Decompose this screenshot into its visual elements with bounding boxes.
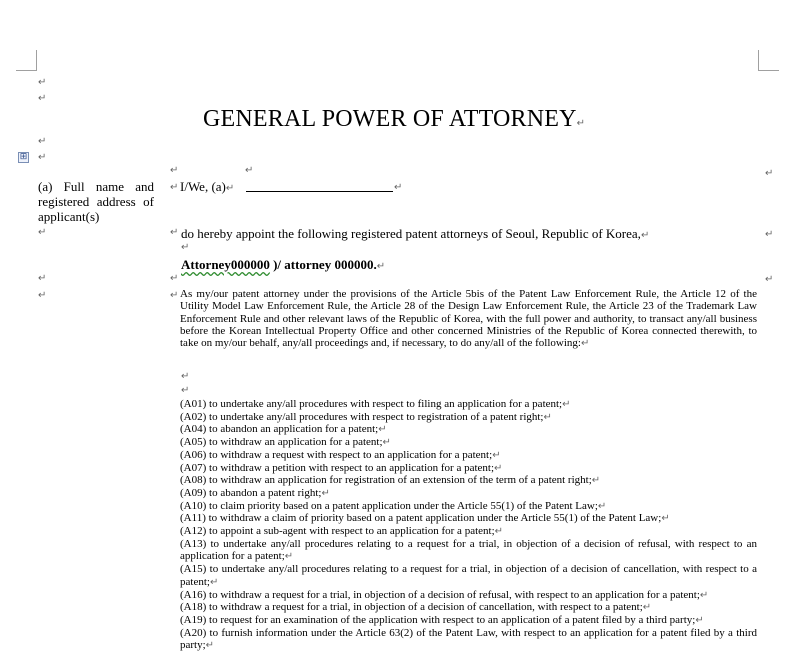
list-item: (A10) to claim priority based on a patent application under the Article 55(1) of the Patent Law;↵ <box>180 499 607 512</box>
list-item: (A04) to abandon an application for a patent;↵ <box>180 423 387 436</box>
cell-mark: ↵ <box>170 182 179 193</box>
cell-mark: ↵ <box>170 227 179 238</box>
paragraph-mark: ↵ <box>38 152 47 163</box>
document-title[interactable] <box>203 106 585 133</box>
paragraph-mark: ↵ <box>181 371 190 382</box>
paragraph-mark: ↵ <box>394 182 403 193</box>
paragraph-mark: ↵ <box>181 385 190 396</box>
row-end-mark: ↵ <box>765 229 774 240</box>
attorney-name-underlined: Attorney000000 <box>181 257 270 272</box>
list-item: (A11) to withdraw a claim of priority based on a patent application under the Article 55(1) of the Patent Law;↵ <box>180 512 670 525</box>
cell-mark: ↵ <box>170 290 179 301</box>
list-item: (A12) to appoint a sub-agent with respect to an application for a patent;↵ <box>180 525 504 538</box>
paragraph-mark: ↵ <box>38 77 47 88</box>
cell-mark: ↵ <box>38 227 47 238</box>
cell-mark: ↵ <box>38 290 47 301</box>
row-end-mark: ↵ <box>765 274 774 285</box>
title-text: GENERAL POWER OF ATTORNEY <box>203 106 577 132</box>
cell-mark: ↵ <box>170 273 179 284</box>
list-item: (A01) to undertake any/all procedures with respect to filing an application for a patent;↵ <box>180 398 571 410</box>
attorney-line: Attorney000000 )/ attorney 000000.↵ <box>181 257 386 272</box>
list-item: (A05) to withdraw an application for a patent;↵ <box>180 436 391 449</box>
applicant-label: (a) Full name and registered address of applicant(s) <box>38 179 154 224</box>
paragraph-mark: ↵ <box>576 118 586 129</box>
applicant-name-field[interactable] <box>246 191 393 192</box>
list-item: (A16) to withdraw a request for a trial, in objection of a decision of refusal, with respect to an application for a patent;↵ <box>180 588 709 601</box>
list-item: (A19) to request for an examination of the application with respect to an application of a patent filed by a third party;↵ <box>180 613 704 626</box>
list-item: (A09) to abandon a patent right;↵ <box>180 486 330 499</box>
list-item: (A20) to furnish information under the Article 63(2) of the Patent Law, with respect to an application for a patent filed by a third party;↵ <box>180 626 757 652</box>
cell-mark: ↵ <box>245 165 254 176</box>
paragraph-mark: ↵ <box>38 93 47 104</box>
list-item: (A07) to withdraw a petition with respect to an application for a patent;↵ <box>180 461 503 474</box>
cell-mark: ↵ <box>38 273 47 284</box>
table-move-handle-icon[interactable]: ⊞ <box>19 152 28 162</box>
list-item: (A06) to withdraw a request with respect to an application for a patent;↵ <box>180 448 501 461</box>
applicant-field-prefix: I/We, (a)↵ <box>180 179 235 194</box>
attorney-name-rest: )/ attorney 000000. <box>269 257 377 272</box>
page-corner-mark-top-right <box>758 50 779 71</box>
list-item: (A08) to withdraw an application for registration of an extension of the term of a patent right;↵ <box>180 474 601 487</box>
list-item: (A02) to undertake any/all procedures with respect to registration of a patent right;↵ <box>180 410 552 423</box>
cell-mark: ↵ <box>170 165 179 176</box>
list-item: (A13) to undertake any/all procedures relating to a request for a trial, in objection of a decision of refusal, with respect to an application for a patent;↵ <box>180 537 757 563</box>
row-end-mark: ↵ <box>765 168 774 179</box>
paragraph-mark: ↵ <box>181 242 190 253</box>
powers-list <box>180 398 757 652</box>
authority-paragraph: As my/our patent attorney under the provisions of the Article 5bis of the Patent Law Enforcement Rule, the Article 12 of the Utility Model Law Enforcement Rule, the Article 28 of the Design Law Enforcement Rule, the Article 23 of the Trademark Law Enforcement Rule and other relevant laws of the Republic of Korea, with the full power and authority, to transact any/all business before the Korean Intellectual Property Office and other concerned Ministries of the Republic of Korea connected therewith, to take on my/our behalf, any/all proceedings and, if necessary, to do any/all of the following:↵ <box>180 288 757 350</box>
list-item: (A15) to undertake any/all procedures relating to a request for a trial, in objection of a decision of cancellation, with respect to a patent;↵ <box>180 563 757 588</box>
paragraph-mark: ↵ <box>38 136 47 147</box>
appoint-text: do hereby appoint the following registered patent attorneys of Seoul, Republic of Korea,↵ <box>181 226 650 241</box>
page-corner-mark-top-left <box>16 50 37 71</box>
list-item: (A18) to withdraw a request for a trial, in objection of a decision of cancellation, with respect to a patent;↵ <box>180 601 652 614</box>
